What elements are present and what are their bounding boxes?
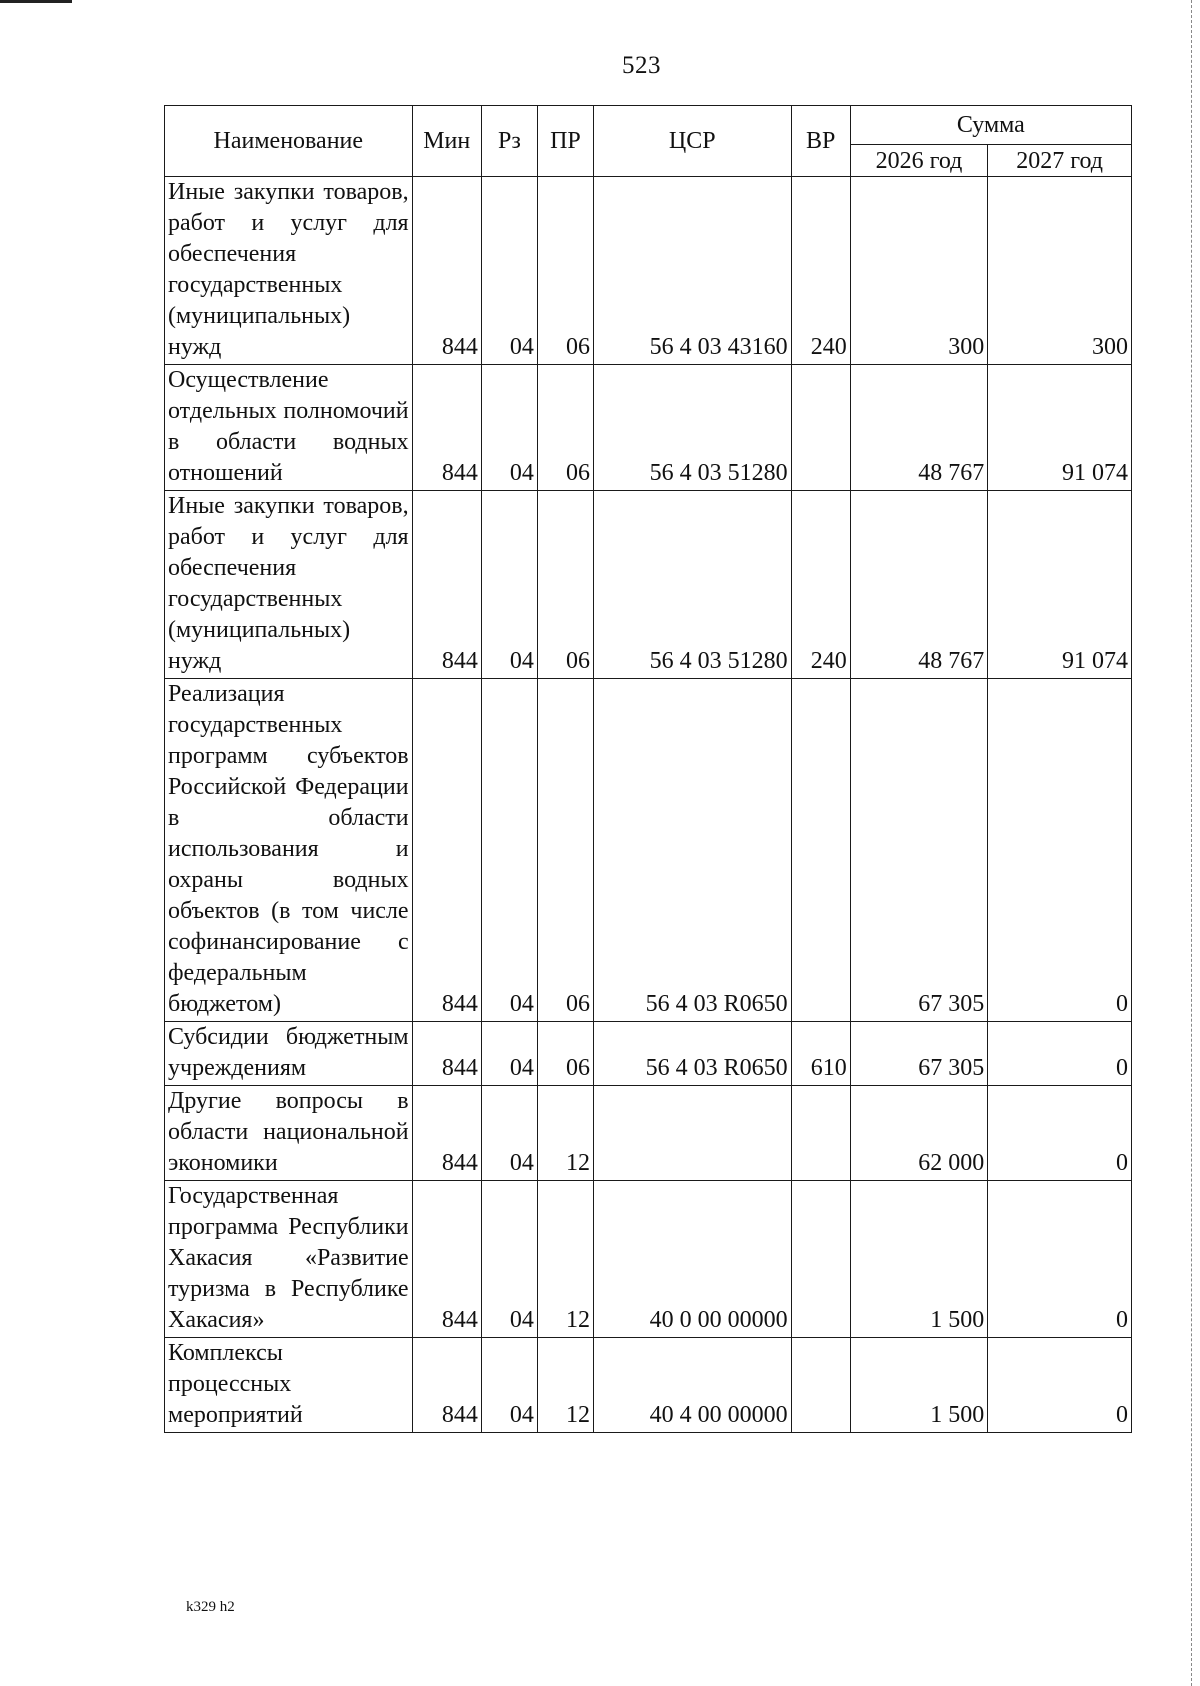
row-sum-2026: 1 500 [850,1181,988,1338]
row-sum-2027: 0 [988,1181,1132,1338]
row-sum-2027: 0 [988,1338,1132,1433]
row-min: 844 [412,1181,481,1338]
row-name: Иные закупки товаров, работ и услуг для обеспечения государственных (муниципальных) нужд [165,177,413,365]
row-vr: 240 [791,491,850,679]
table-row [165,1022,1132,1086]
row-vr [791,1086,850,1181]
row-min: 844 [412,1338,481,1433]
row-sum-2026: 67 305 [850,1022,988,1086]
row-name: Государственная программа Республики Хакасия «Развитие туризма в Республике Хакасия» [165,1181,413,1338]
row-sum-2027: 0 [988,1086,1132,1181]
row-rz: 04 [481,679,537,1022]
row-rz: 04 [481,1181,537,1338]
row-csr: 56 4 03 43160 [593,177,791,365]
row-name: Реализация государственных программ субъектов Российской Федерации в области использования и охраны водных объектов (в том числе софинансирование с федеральным бюджетом) [165,679,413,1022]
row-sum-2026: 62 000 [850,1086,988,1181]
row-min: 844 [412,1086,481,1181]
header-csr: ЦСР [593,106,791,177]
row-sum-2027: 0 [988,679,1132,1022]
row-vr [791,679,850,1022]
row-rz: 04 [481,1022,537,1086]
header-name: Наименование [165,106,413,177]
row-csr [593,1086,791,1181]
header-year-2027: 2027 год [988,145,1132,177]
row-vr [791,365,850,491]
row-sum-2026: 48 767 [850,491,988,679]
row-sum-2027: 91 074 [988,365,1132,491]
row-pr: 12 [537,1181,593,1338]
row-pr: 12 [537,1338,593,1433]
table-row [165,679,1132,1022]
row-min: 844 [412,1022,481,1086]
row-min: 844 [412,365,481,491]
header-sum: Сумма [850,106,1131,145]
row-name: Осуществление отдельных полномочий в области водных отношений [165,365,413,491]
row-rz: 04 [481,177,537,365]
row-name: Субсидии бюджетным учреждениям [165,1022,413,1086]
header-row [165,106,1132,145]
table-row [165,491,1132,679]
scan-edge-mark [0,0,72,3]
row-vr: 240 [791,177,850,365]
row-vr [791,1338,850,1433]
row-vr: 610 [791,1022,850,1086]
row-sum-2026: 48 767 [850,365,988,491]
row-pr: 12 [537,1086,593,1181]
table-row [165,1181,1132,1338]
page-number: 523 [622,52,661,79]
row-csr: 56 4 03 R0650 [593,679,791,1022]
header-year-2026: 2026 год [850,145,988,177]
row-rz: 04 [481,491,537,679]
row-pr: 06 [537,679,593,1022]
row-csr: 56 4 03 R0650 [593,1022,791,1086]
row-sum-2026: 67 305 [850,679,988,1022]
row-sum-2027: 0 [988,1022,1132,1086]
row-rz: 04 [481,365,537,491]
scan-edge-line [1191,0,1192,1686]
row-csr: 40 4 00 00000 [593,1338,791,1433]
row-pr: 06 [537,177,593,365]
row-sum-2027: 300 [988,177,1132,365]
row-csr: 56 4 03 51280 [593,491,791,679]
header-vr: ВР [791,106,850,177]
header-rz: Рз [481,106,537,177]
table-row [165,1338,1132,1433]
table-header [165,106,1132,177]
table-body [165,177,1132,1433]
row-min: 844 [412,679,481,1022]
row-csr: 40 0 00 00000 [593,1181,791,1338]
table-row [165,1086,1132,1181]
row-sum-2026: 300 [850,177,988,365]
table-row [165,365,1132,491]
footer-code: k329 h2 [186,1599,235,1615]
header-min: Мин [412,106,481,177]
row-min: 844 [412,177,481,365]
row-name: Иные закупки товаров, работ и услуг для обеспечения государственных (муниципальных) нужд [165,491,413,679]
row-sum-2027: 91 074 [988,491,1132,679]
row-csr: 56 4 03 51280 [593,365,791,491]
row-vr [791,1181,850,1338]
row-sum-2026: 1 500 [850,1338,988,1433]
budget-table [164,105,1132,1433]
row-rz: 04 [481,1086,537,1181]
row-rz: 04 [481,1338,537,1433]
header-pr: ПР [537,106,593,177]
row-name: Комплексы процессных мероприятий [165,1338,413,1433]
row-pr: 06 [537,491,593,679]
table-row [165,177,1132,365]
row-min: 844 [412,491,481,679]
row-name: Другие вопросы в области национальной экономики [165,1086,413,1181]
row-pr: 06 [537,365,593,491]
row-pr: 06 [537,1022,593,1086]
